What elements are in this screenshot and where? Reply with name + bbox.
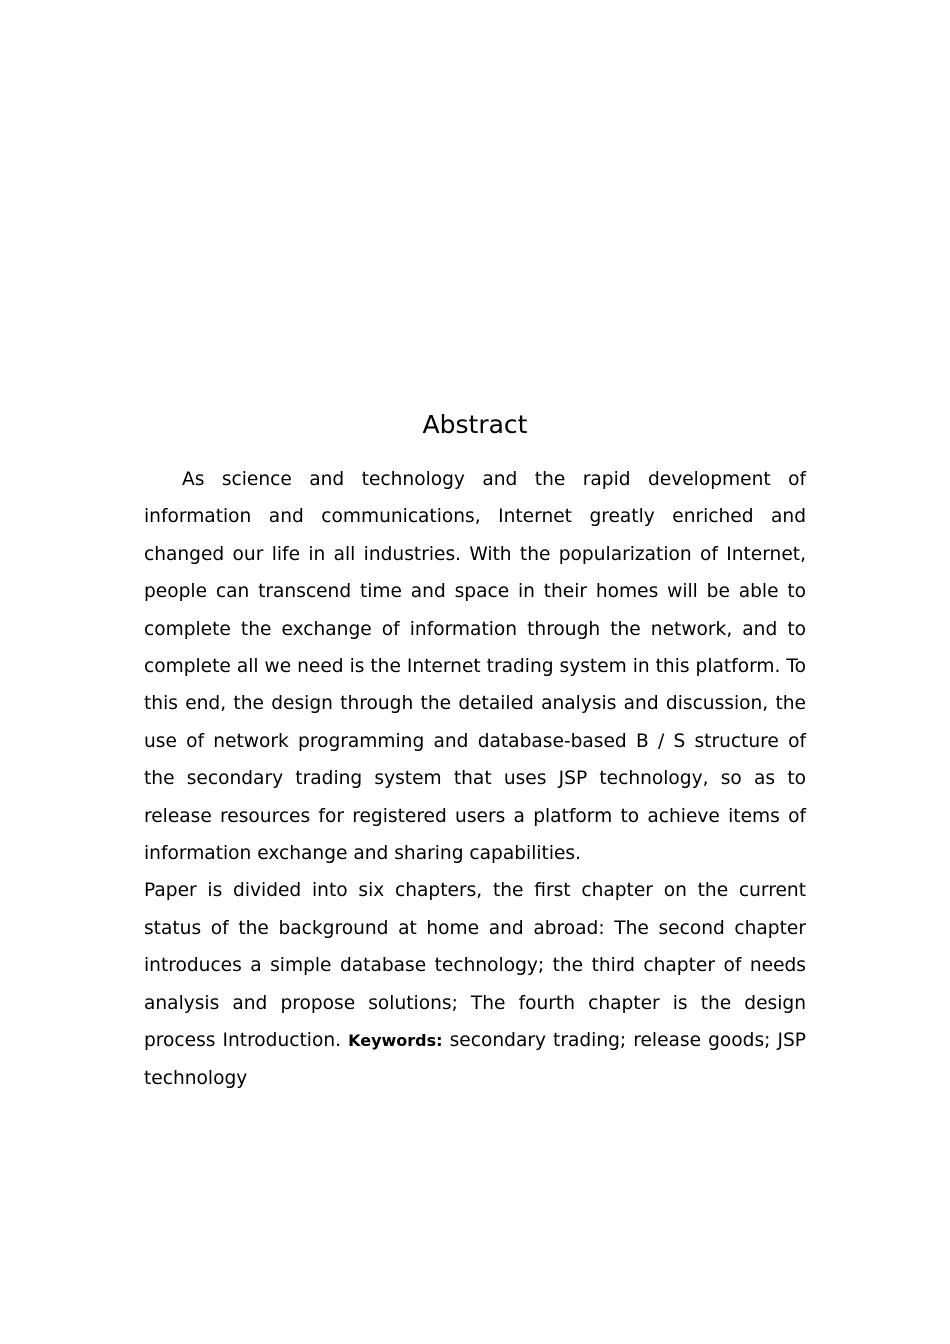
keywords-text: secondary trading; release goods; JSP technology	[144, 1030, 806, 1089]
keywords-label: Keywords:	[348, 1031, 443, 1051]
abstract-title: Abstract	[422, 410, 528, 439]
abstract-paragraph-2-text: Paper is divided into six chapters, the first chapter on the current status of the background at home and abroad: The second chapter introduces a simple database technology; the third chapter of needs analysis and propose solutions; The fourth chapter is the design process Introduction.	[144, 880, 806, 1052]
abstract-paragraph-1: As science and technology and the rapid development of information and communications, Internet greatly enriched and changed our life in all industries. With the popularization of Internet, people can transcend time and space in their homes will be able to complete the exchange of information through the network, and to complete all we need is the Internet trading system in this platform. To this end, the design through the detailed analysis and discussion, the use of network programming and database-based B / S structure of the secondary trading system that uses JSP technology, so as to release resources for registered users a platform to achieve items of information exchange and sharing capabilities.	[144, 469, 806, 865]
abstract-paragraph-2	[144, 872, 806, 1096]
abstract-page	[144, 405, 806, 1097]
